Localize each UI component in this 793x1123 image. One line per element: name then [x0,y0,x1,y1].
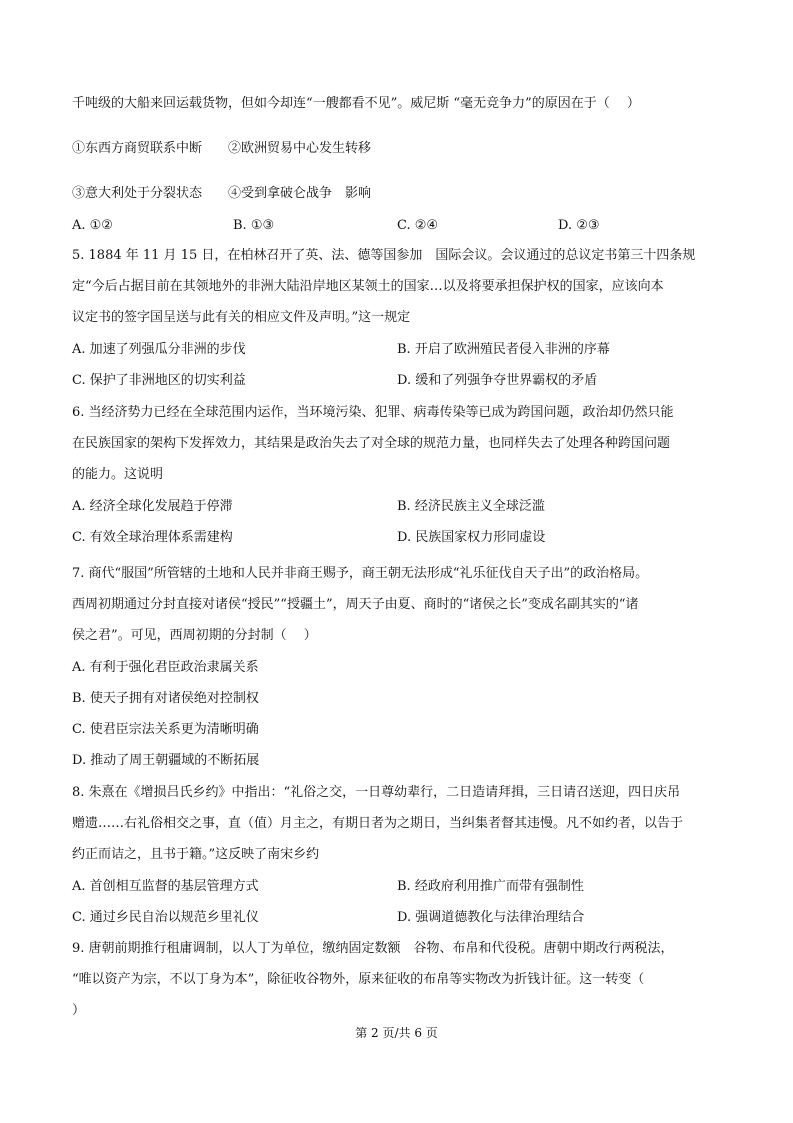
q6-option-c[interactable]: C. 有效全球治理体系需建构 [72,530,233,545]
q8-option-d[interactable]: D. 强调道德教化与法律治理结合 [397,910,585,925]
q7-line-1: 7. 商代“服国”所管辖的土地和人民并非商王赐予，商王朝无法形成“礼乐征伐自天子出”的政治格局。 [72,566,649,581]
q4-line-1: 千吨级的大船来回运载货物，但如今却连“一艘都看不见”。威尼斯 “毫无竞争力”的原因在于（ ） [72,96,640,111]
q4-option-d[interactable]: D. ②③ [558,218,600,233]
q5-line-3: 议定书的签字国呈送与此有关的相应文件及声明。”这一规定 [72,310,411,325]
q7-line-2: 西周初期通过分封直接对诸侯“授民”“授疆土”，周天子由夏、商时的“诸侯之长”变成名副其实的“诸 [72,597,639,612]
q8-line-2: 赠遗……右礼俗相交之事，直（值）月主之，有期日者为之期日，当纠集者督其违慢。凡不如约者，以告于 [72,816,684,831]
q8-line-1: 8. 朱熹在《增损吕氏乡约》中指出：“礼俗之交，一日尊幼辈行，二日造请拜揖，三日请召送迎，四日庆吊 [72,785,681,800]
q6-option-b[interactable]: B. 经济民族主义全球泛滥 [397,499,545,514]
q7-option-d[interactable]: D. 推动了周王朝疆域的不断拓展 [72,753,260,768]
q6-line-2: 在民族国家的架构下发挥效力，其结果是政治失去了对全球的规范力量，也同样失去了处理各种跨国问题 [72,436,671,451]
q4-option-b[interactable]: B. ①③ [233,218,275,233]
q5-line-1: 5. 1884 年 11 月 15 日，在柏林召开了英、法、德等国参加 国际会议。会议通过的总议定书第三十四条规 [72,248,696,263]
q9-line-3: ） [72,1003,86,1018]
q7-option-b[interactable]: B. 使天子拥有对诸侯绝对控制权 [72,691,259,706]
q5-option-d[interactable]: D. 缓和了列强争夺世界霸权的矛盾 [397,373,598,388]
q9-line-1: 9. 唐朝前期推行租庸调制，以人丁为单位，缴纳固定数额 谷物、布帛和代役税。唐朝中期改行两税法， [72,941,674,956]
q5-option-c[interactable]: C. 保护了非洲地区的切实利益 [72,373,246,388]
q5-line-2: 定“今后占据目前在其领地外的非洲大陆沿岸地区某领土的国家…以及将要承担保护权的国家，应该向本 [72,279,664,294]
q8-option-b[interactable]: B. 经政府利用推广而带有强制性 [397,879,584,894]
q4-option-c[interactable]: C. ②④ [397,218,439,233]
q5-option-a[interactable]: A. 加速了列强瓜分非洲的步伐 [72,342,246,357]
q7-option-a[interactable]: A. 有利于强化君臣政治隶属关系 [72,660,259,675]
q4-option-a[interactable]: A. ①② [72,218,113,233]
q9-line-2: “唯以资产为宗，不以丁身为本”，除征收谷物外，原来征收的布帛等实物改为折钱计征。这一转变（ [72,972,645,987]
q6-option-a[interactable]: A. 经济全球化发展趋于停滞 [72,499,233,514]
q4-line-3: ③意大利处于分裂状态 ④受到拿破仑战争 影响 [72,186,372,201]
q6-line-1: 6. 当经济势力已经在全球范围内运作，当环境污染、犯罪、病毒传染等已成为跨国问题，政治却仍然只能 [72,405,674,420]
q5-option-b[interactable]: B. 开启了欧洲殖民者侵入非洲的序幕 [397,342,610,357]
q8-line-3: 约正而诘之，且书于籍。”这反映了南宋乡约 [72,847,320,862]
q6-option-d[interactable]: D. 民族国家权力形同虚设 [397,530,546,545]
q7-line-3: 侯之君”。可见，西周初期的分封制（ ） [72,628,317,643]
q6-line-3: 的能力。这说明 [72,467,164,482]
q8-option-c[interactable]: C. 通过乡民自治以规范乡里礼仪 [72,910,259,925]
page-number-footer: 第 2 页/共 6 页 [355,1026,438,1040]
q7-option-c[interactable]: C. 使君臣宗法关系更为清晰明确 [72,722,259,737]
q4-line-2: ①东西方商贸联系中断 ②欧洲贸易中心发生转移 [72,141,372,156]
q8-option-a[interactable]: A. 首创相互监督的基层管理方式 [72,879,259,894]
